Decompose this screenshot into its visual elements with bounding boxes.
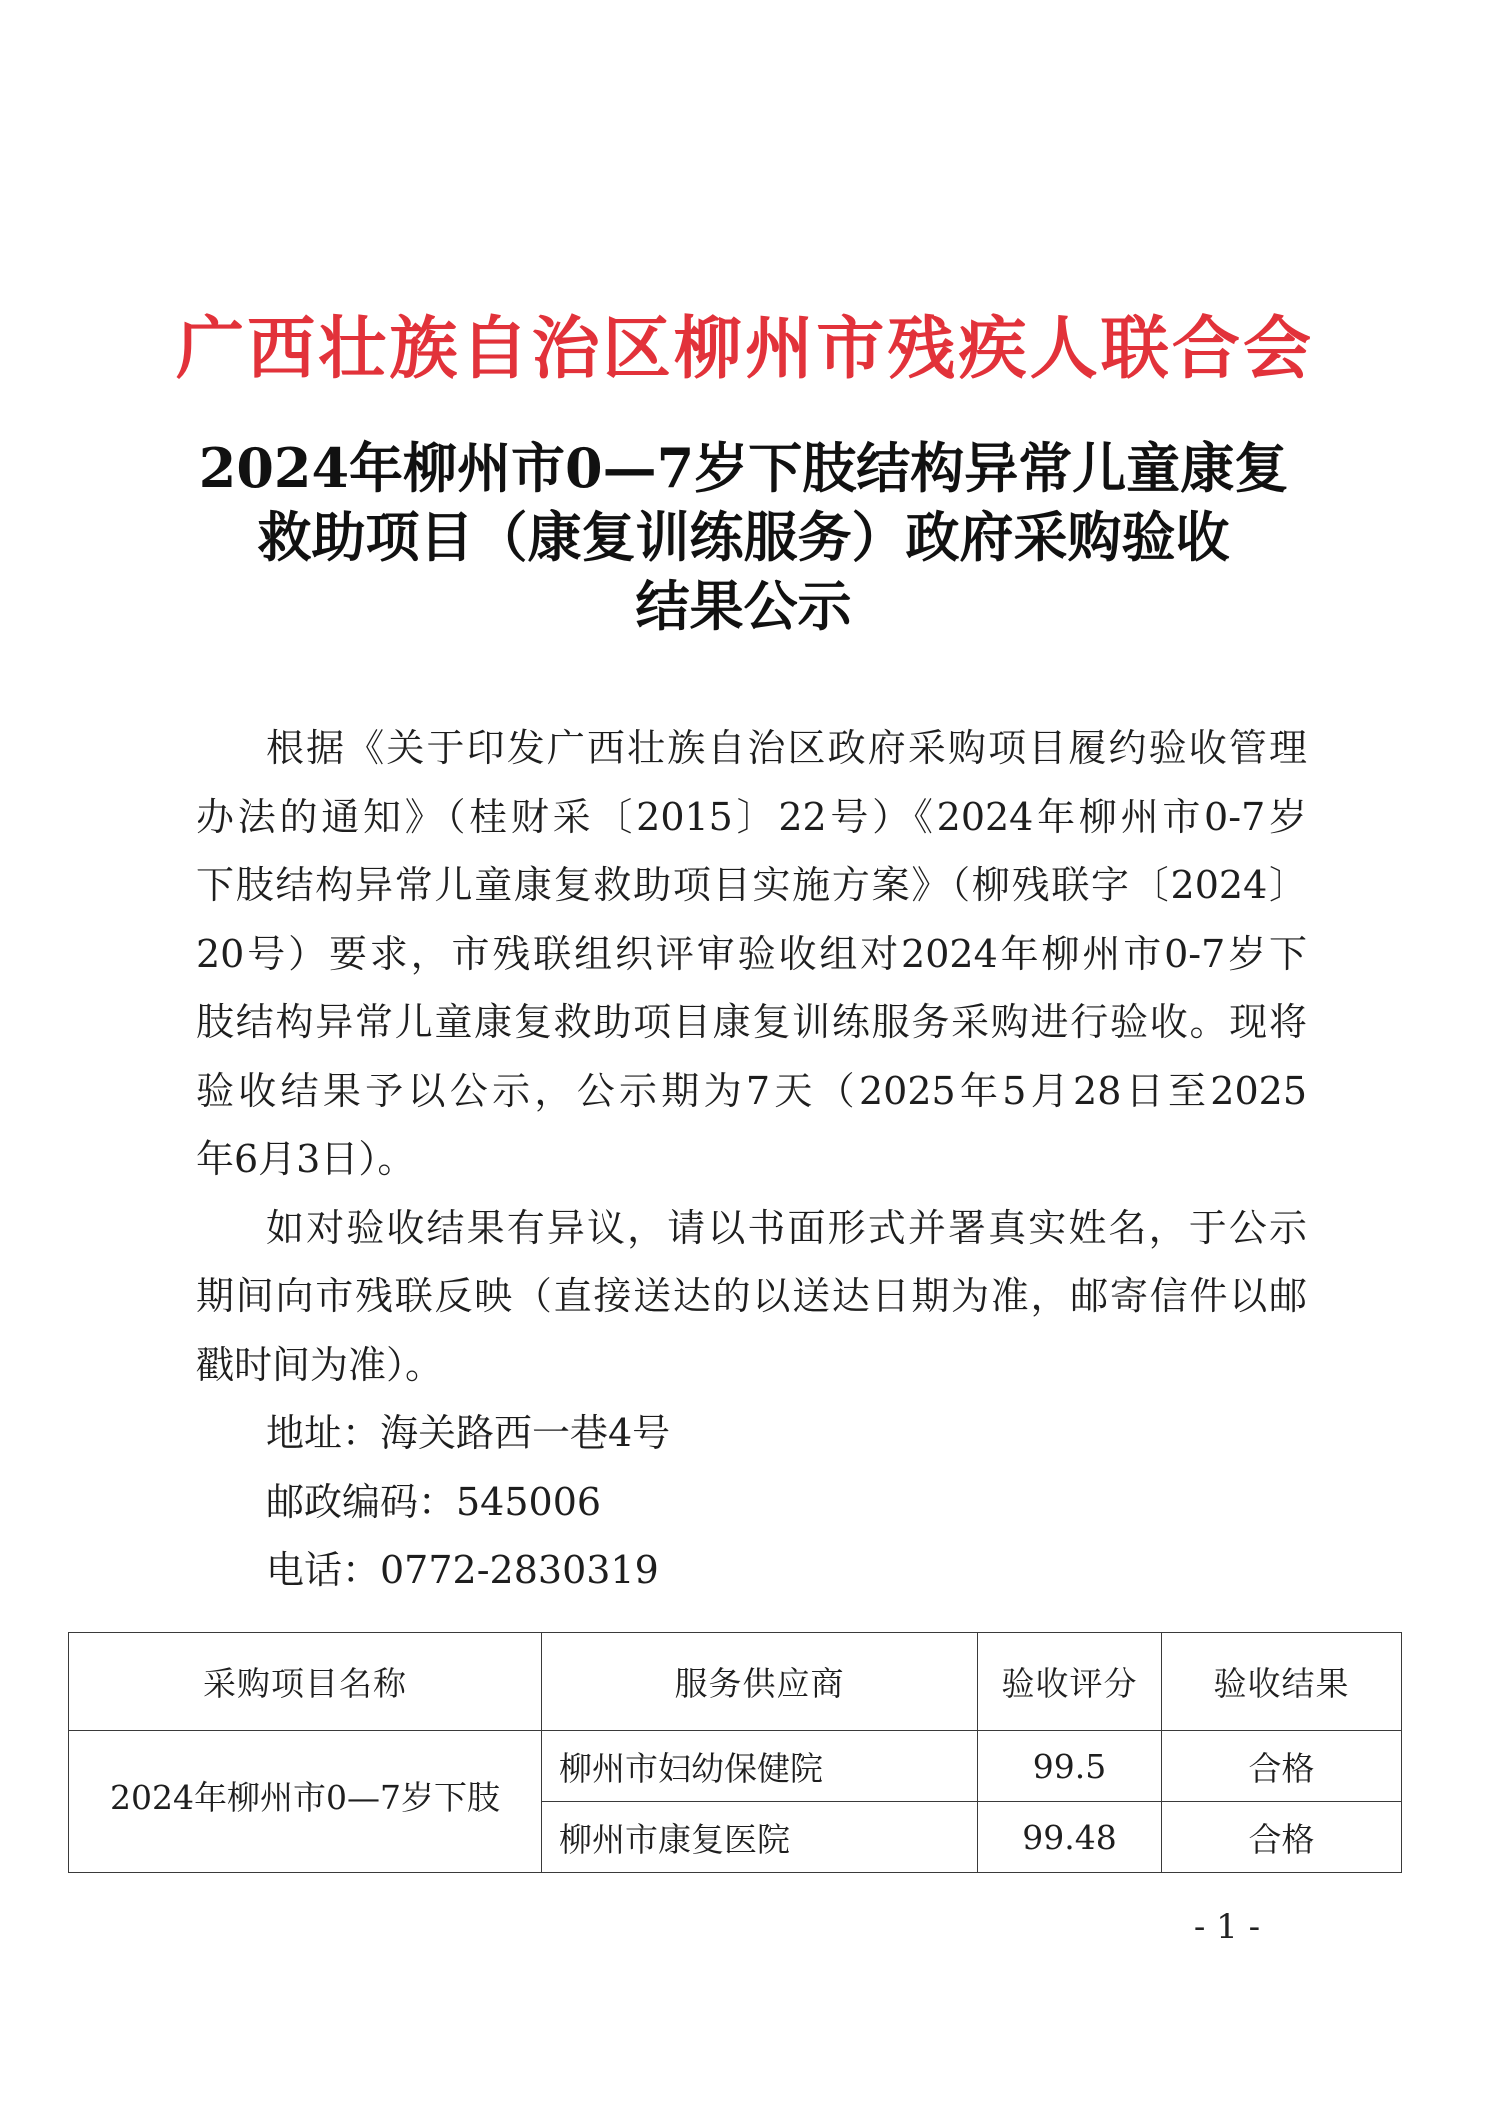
paragraph-2-line: 戳时间为准）。: [196, 1342, 444, 1387]
contact-postcode: 邮政编码：545006: [266, 1479, 602, 1524]
score-cell: 99.48: [978, 1802, 1162, 1873]
header-project-name: 采购项目名称: [69, 1633, 542, 1731]
title-line: 结果公示: [635, 574, 852, 638]
table-row: [69, 1731, 1402, 1802]
paragraph-1-line: 办法的通知》（桂财采〔2015〕22号）《2024年柳州市0-7岁: [196, 794, 1307, 839]
contact-phone: 电话：0772-2830319: [266, 1548, 659, 1592]
supplier-cell: 柳州市妇幼保健院: [542, 1731, 978, 1802]
notice-body: [196, 714, 1307, 1605]
header-supplier: 服务供应商: [542, 1633, 978, 1731]
table-header-row: [69, 1633, 1402, 1731]
project-name-cell: 2024年柳州市0—7岁下肢: [69, 1731, 542, 1873]
result-cell: 合格: [1162, 1731, 1402, 1802]
header-score: 验收评分: [978, 1633, 1162, 1731]
paragraph-2-line: 期间向市残联反映（直接送达的以送达日期为准，邮寄信件以邮: [196, 1274, 1307, 1318]
title-line: 救助项目（康复训练服务）政府采购验收: [257, 505, 1230, 569]
title-line: 2024年柳州市0—7岁下肢结构异常儿童康复: [198, 436, 1289, 500]
document-title: [0, 434, 1487, 641]
score-cell: 99.5: [978, 1731, 1162, 1802]
contact-address: 地址：海关路西一巷4号: [266, 1411, 671, 1455]
supplier-cell: 柳州市康复医院: [542, 1802, 978, 1873]
page-number: - 1 -: [1193, 1907, 1261, 1947]
paragraph-1-line: 验收结果予以公示，公示期为7天（2025年5月28日至2025: [196, 1068, 1307, 1113]
paragraph-2-line: 如对验收结果有异议，请以书面形式并署真实姓名，于公示: [266, 1205, 1307, 1250]
paragraph-1-line: 根据《关于印发广西壮族自治区政府采购项目履约验收管理: [266, 726, 1307, 770]
paragraph-1-line: 年6月3日）。: [196, 1137, 416, 1181]
paragraph-1-line: 下肢结构异常儿童康复救助项目实施方案》（柳残联字〔2024〕: [196, 863, 1307, 907]
letterhead-title: 广西壮族自治区柳州市残疾人联合会: [176, 309, 1311, 389]
header-result: 验收结果: [1162, 1633, 1402, 1731]
result-cell: 合格: [1162, 1802, 1402, 1873]
paragraph-1-line: 肢结构异常儿童康复救助项目康复训练服务采购进行验收。现将: [196, 1000, 1307, 1044]
acceptance-result-table: [68, 1632, 1402, 1873]
paragraph-1-line: 20号）要求，市残联组织评审验收组对2024年柳州市0-7岁下: [196, 931, 1307, 976]
